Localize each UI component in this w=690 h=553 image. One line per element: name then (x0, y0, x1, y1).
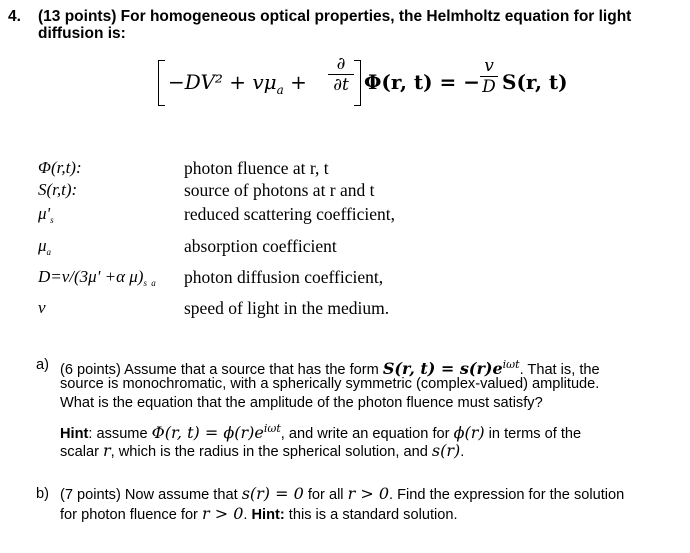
problem-points: (13 points) (38, 8, 117, 25)
var-desc-v: speed of light in the medium. (184, 298, 390, 318)
part-a-line5: scalar r, which is the radius in the spherical solution, and s(r). (60, 441, 465, 460)
v-over-d-fraction: $\frac{v}{D}$ (480, 56, 498, 97)
partial-fraction: ∂ ∂t (328, 54, 354, 95)
var-desc-source: source of photons at r and t (184, 180, 375, 200)
var-symbol-mus: $\mu'_s$ (38, 204, 54, 225)
part-a-hint-line: Hint: assume Φ(r, $t) = \phi(r)e^{i\omega t}$, and write an equation for ϕ(r) in terms of the (60, 422, 582, 442)
left-bracket (158, 60, 165, 106)
var-desc-mua: absorption coefficient (184, 236, 337, 256)
part-b-line2: for photon fluence for r > 0. Hint: this is a standard solution. (60, 504, 458, 523)
var-symbol-fluence: Φ(r,t): (38, 158, 82, 177)
var-symbol-source: S(r,t): (38, 180, 78, 199)
var-symbol-mua: $\mu_a$ (38, 236, 52, 257)
var-desc-fluence: photon fluence at r, t (184, 158, 329, 178)
operator-terms: $-DV^2 + v\mu_a$ + (168, 70, 307, 97)
var-symbol-v: v (38, 298, 46, 317)
right-bracket (354, 60, 361, 106)
problem-intro-line2: diffusion is: (38, 25, 126, 42)
problem-intro-text1: For homogeneous optical properties, the Helmholtz equation for light (116, 8, 632, 25)
source-term: S(r, t) (502, 70, 568, 94)
var-desc-d: photon diffusion coefficient, (184, 267, 384, 287)
part-b-line1: (7 points) Now assume that s(r) = 0 for all r > 0. Find the expression for the solution (60, 484, 625, 503)
part-a-line1: (6 points) Assume that a source that has the form S(r, $t) = s(r)e^{i\omega t}$. That is, the (60, 358, 600, 378)
part-a-label: a) (36, 357, 49, 373)
var-symbol-d: D=v/(3μ' +α $\mu)_s$ $_a$ (38, 267, 156, 288)
part-a-line3: What is the equation that the amplitude of the photon fluence must satisfy? (60, 395, 543, 411)
part-b-label: b) (36, 486, 49, 502)
fluence-term: Φ(r, t) = − (364, 70, 481, 94)
part-a-line2: source is monochromatic, with a spherically symmetric (complex-valued) amplitude. (60, 376, 600, 392)
helmholtz-equation (158, 54, 578, 112)
var-desc-mus: reduced scattering coefficient, (184, 204, 396, 224)
problem-number: 4. (8, 8, 21, 25)
problem-intro-line1 (38, 8, 631, 26)
